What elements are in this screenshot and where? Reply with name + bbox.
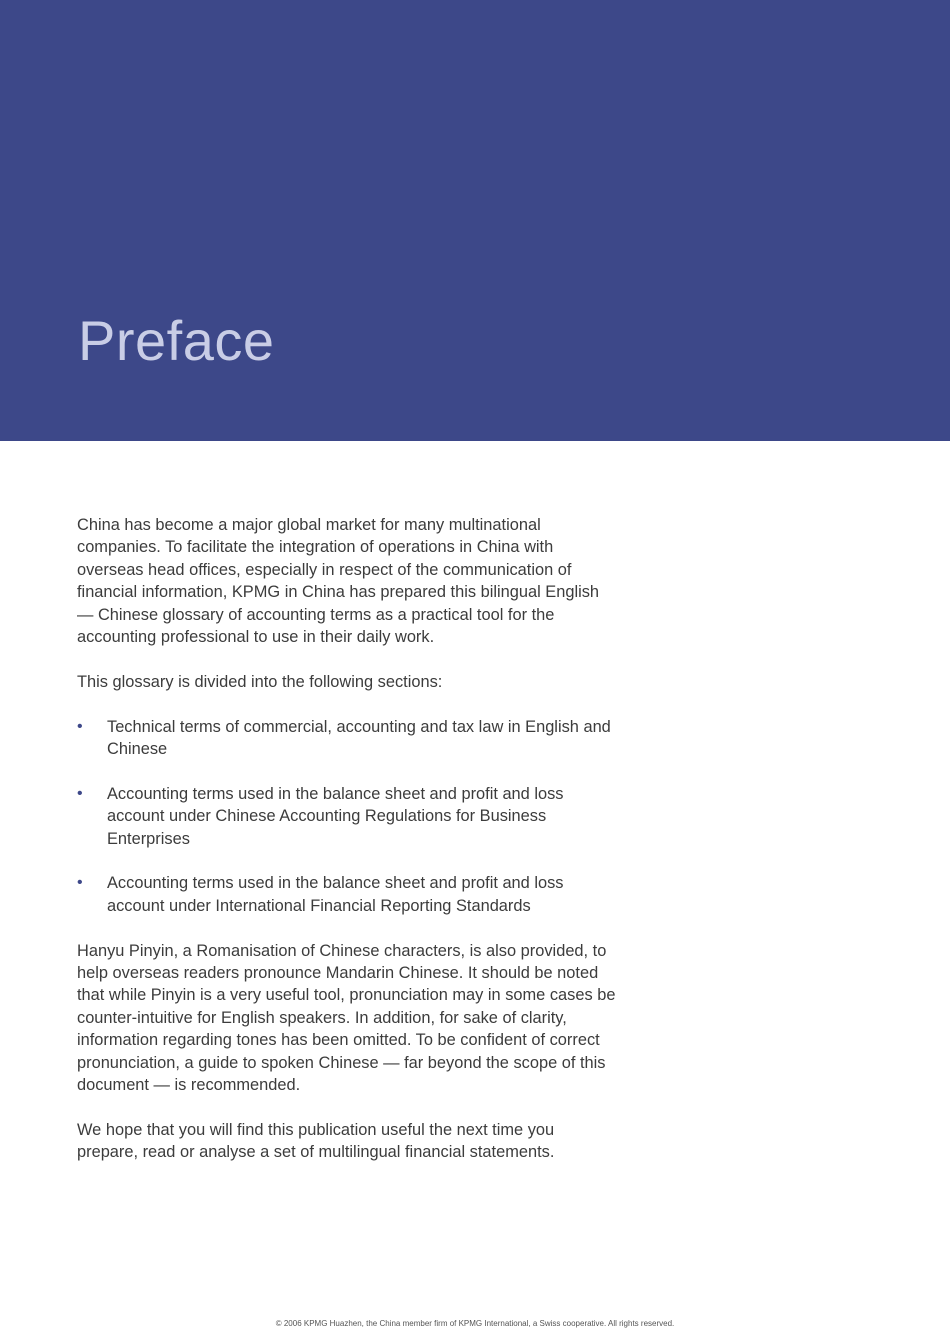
page-title: Preface [78, 309, 275, 372]
copyright-footer: © 2006 KPMG Huazhen, the China member firm of KPMG International, a Swiss cooperative. All rights reserved. [275, 1319, 675, 1328]
header-banner [0, 0, 950, 441]
bullet-icon: • [77, 717, 83, 735]
list-item [77, 872, 617, 917]
list-item-text: Accounting terms used in the balance sheet and profit and loss account under Chinese Accounting Regulations for Business Enterprises [107, 784, 564, 848]
list-item [77, 783, 617, 850]
sections-list [77, 716, 617, 918]
bullet-icon: • [77, 784, 83, 802]
closing-paragraph: We hope that you will find this publication useful the next time you prepare, read or analyse a set of multilingual financial statements. [77, 1120, 555, 1162]
sections-lead-paragraph: This glossary is divided into the following sections: [77, 672, 443, 691]
pinyin-paragraph: Hanyu Pinyin, a Romanisation of Chinese characters, is also provided, to help overseas readers pronounce Mandarin Chinese. It should be noted that while Pinyin is a very useful tool, pronunciation may in some cases be counter-intuitive for English speakers. In addition, for sake of clarity, information regarding tones has been omitted. To be confident of correct pronunciation, a guide to spoken Chinese — far beyond the scope of this document — is recommended. [77, 941, 616, 1095]
list-item-text: Accounting terms used in the balance sheet and profit and loss account under International Financial Reporting Standards [107, 874, 564, 915]
intro-paragraph: China has become a major global market for many multinational companies. To facilitate the integration of operations in China with overseas head offices, especially in respect of the communication of financial information, KPMG in China has prepared this bilingual English — Chinese glossary of accounting terms as a practical tool for the accounting professional to use in their daily work. [77, 516, 600, 647]
preface-body [77, 514, 617, 1186]
bullet-icon: • [77, 874, 83, 892]
list-item [77, 716, 617, 761]
list-item-text: Technical terms of commercial, accounting and tax law in English and Chinese [107, 717, 611, 759]
